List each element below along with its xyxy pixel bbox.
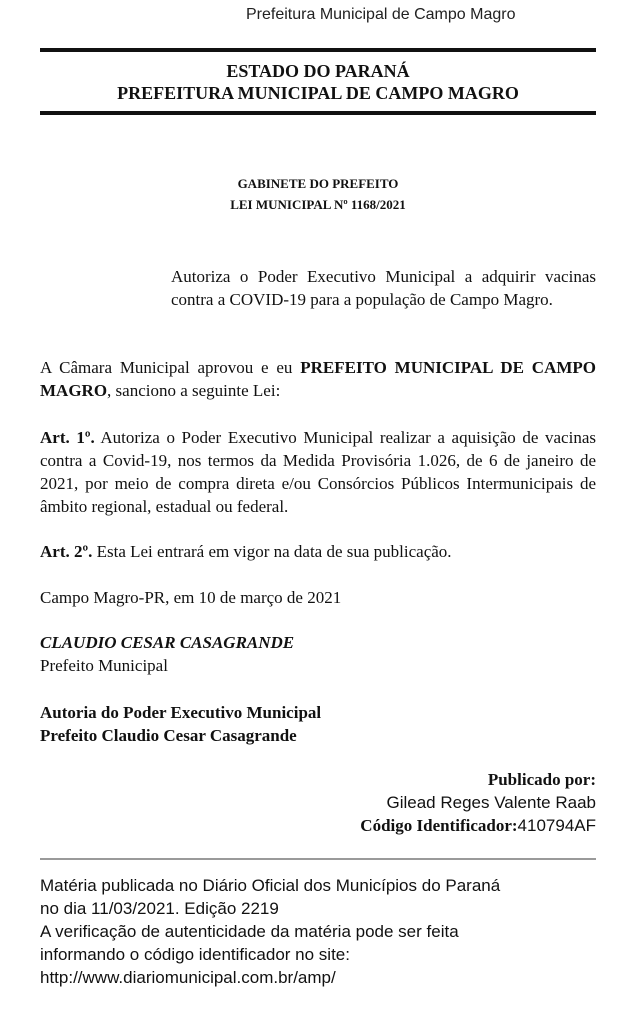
published-by-label: Publicado por: — [487, 770, 596, 789]
footer-line-2: no dia 11/03/2021. Edição 2219 — [40, 899, 279, 918]
article-1-label: Art. 1º. — [40, 428, 95, 447]
publication-block — [360, 768, 596, 837]
authorship-line-2: Prefeito Claudio Cesar Casagrande — [40, 726, 297, 745]
identifier-label: Código Identificador: — [360, 816, 518, 835]
footer-notice — [40, 874, 596, 989]
place-and-date: Campo Magro-PR, em 10 de março de 2021 — [40, 588, 342, 607]
enactment-clause — [40, 356, 596, 402]
office-gabinete: GABINETE DO PREFEITO — [237, 176, 399, 191]
article-1 — [40, 426, 596, 518]
article-2-label: Art. 2º. — [40, 542, 93, 561]
identifier-code: 410794AF — [517, 816, 596, 835]
masthead-prefeitura: PREFEITURA MUNICIPAL DE CAMPO MAGRO — [117, 83, 519, 103]
authorship-block — [40, 701, 321, 747]
enactment-text-before: A Câmara Municipal aprovou e eu — [40, 358, 301, 377]
footer-line-3: A verificação de autenticidade da matéria pode ser feita — [40, 922, 459, 941]
article-1-text: Autoriza o Poder Executivo Municipal realizar a aquisição de vacinas contra a Covid-19, nos termos da Medida Provisória 1.026, de 6 de janeiro de 2021, por meio de compra direta e/ou Consórcios Públicos Intermunicipais de âmbito regional, estadual ou federal. — [40, 428, 596, 516]
masthead-state: ESTADO DO PARANÁ — [226, 61, 410, 81]
authorship-line-1: Autoria do Poder Executivo Municipal — [40, 703, 322, 722]
footer-line-1: Matéria publicada no Diário Oficial dos Municípios do Paraná — [40, 876, 501, 895]
footer-verification-url[interactable]: http://www.diariomunicipal.com.br/amp/ — [40, 968, 336, 987]
footer-line-4: informando o código identificador no site: — [40, 945, 350, 964]
enactment-mayor-title: PREFEITO MUNICIPAL DE CAMPO MAGRO — [40, 358, 597, 400]
page-header-publisher: Prefeitura Municipal de Campo Magro — [246, 6, 516, 23]
law-number: LEI MUNICIPAL Nº 1168/2021 — [230, 197, 406, 212]
footer-divider — [40, 858, 596, 860]
masthead — [40, 60, 596, 104]
masthead-bottom-rule — [40, 111, 596, 115]
enactment-text-after: , sanciono a seguinte Lei: — [107, 381, 281, 400]
office-heading — [40, 173, 596, 215]
article-2-text: Esta Lei entrará em vigor na data de sua publicação. — [92, 542, 452, 561]
identifier-line — [360, 814, 596, 837]
signatory-title: Prefeito Municipal — [40, 656, 168, 675]
publisher-name: Gilead Reges Valente Raab — [386, 793, 596, 812]
masthead-top-rule — [40, 48, 596, 52]
signatory-name: CLAUDIO CESAR CASAGRANDE — [40, 633, 295, 652]
article-2 — [40, 540, 596, 563]
law-ementa: Autoriza o Poder Executivo Municipal a adquirir vacinas contra a COVID-19 para a população de Campo Magro. — [171, 267, 596, 309]
